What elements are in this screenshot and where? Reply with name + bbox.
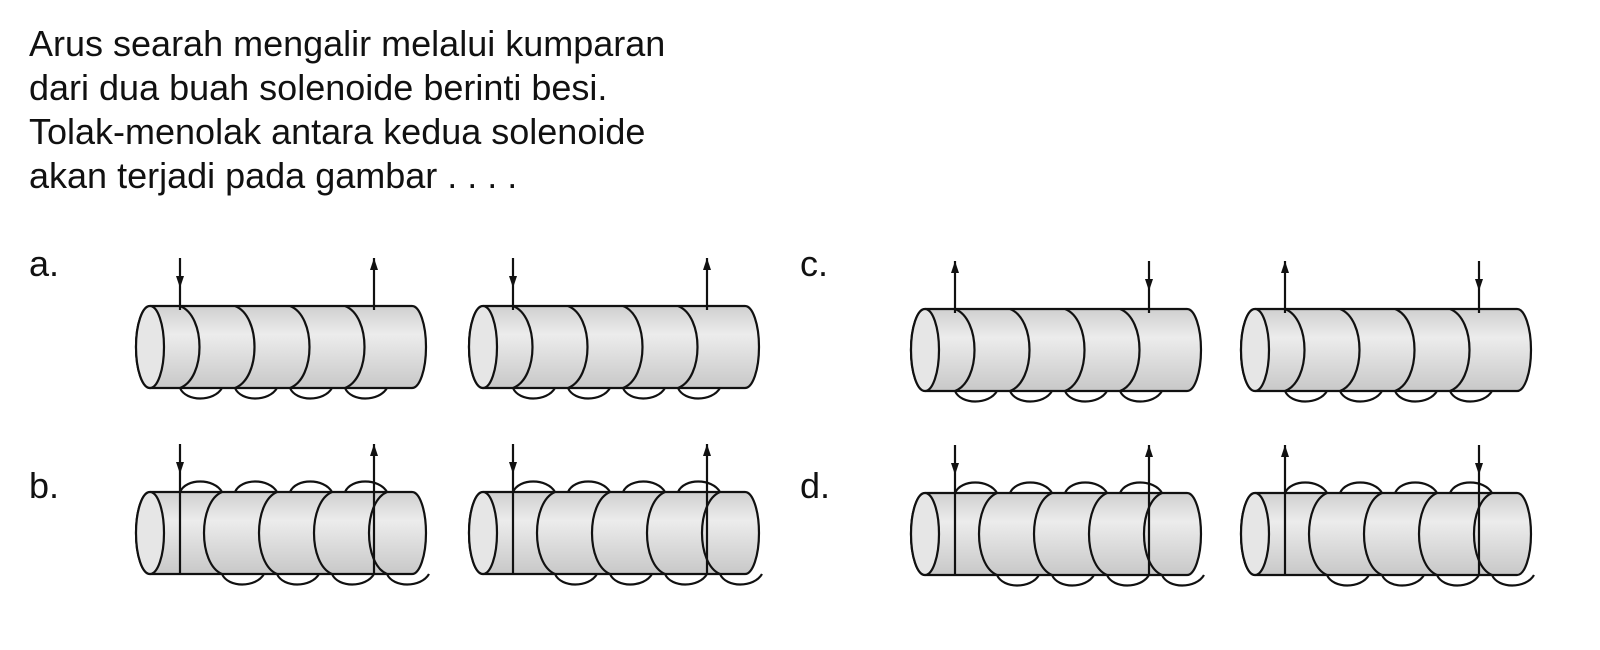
coil-loop — [1340, 391, 1382, 402]
arrow-up-icon — [1281, 445, 1289, 457]
solenoid-c-1 — [911, 261, 1201, 402]
option-b-label[interactable]: b. — [29, 465, 60, 506]
question-line: akan terjadi pada gambar . . . . — [29, 155, 518, 196]
coil-loop — [1162, 575, 1204, 586]
arrow-up-icon — [703, 444, 711, 456]
arrow-down-icon — [1475, 463, 1483, 475]
coil-loop — [678, 388, 720, 399]
coil-loop — [180, 388, 222, 399]
arrow-down-icon — [1475, 279, 1483, 291]
coil-loop — [513, 388, 555, 399]
arrow-down-icon — [176, 462, 184, 474]
core-end-face — [469, 306, 497, 388]
core-end-face — [136, 492, 164, 574]
arrow-up-icon — [951, 261, 959, 273]
iron-core — [911, 309, 1201, 391]
arrow-up-icon — [1281, 261, 1289, 273]
coil-loop — [290, 482, 332, 493]
coil-loop — [387, 574, 429, 585]
coil-loop — [610, 574, 652, 585]
arrow-up-icon — [370, 258, 378, 270]
coil-loop — [955, 391, 997, 402]
arrow-down-icon — [509, 276, 517, 288]
coil-loop — [1120, 483, 1162, 494]
coil-loop — [555, 574, 597, 585]
question-line: dari dua buah solenoide berinti besi. — [29, 67, 608, 108]
coil-loop — [1437, 575, 1479, 586]
coil-loop — [1107, 575, 1149, 586]
coil-loop — [513, 482, 555, 493]
solenoid-b-2 — [469, 444, 762, 585]
iron-core — [1241, 309, 1531, 391]
core-end-face — [469, 492, 497, 574]
solenoid-a-2 — [469, 258, 759, 399]
coil-loop — [277, 574, 319, 585]
arrow-down-icon — [1145, 279, 1153, 291]
core-end-face — [911, 309, 939, 391]
iron-core — [469, 306, 759, 388]
coil-loop — [665, 574, 707, 585]
core-end-face — [136, 306, 164, 388]
coil-loop — [1065, 391, 1107, 402]
coil-loop — [1120, 391, 1162, 402]
option-c-label[interactable]: c. — [800, 243, 829, 284]
option-d-label[interactable]: d. — [800, 465, 831, 506]
coil-loop — [1010, 483, 1052, 494]
coil-loop — [623, 388, 665, 399]
coil-loop — [678, 482, 720, 493]
coil-loop — [1492, 575, 1534, 586]
coil-loop — [345, 388, 387, 399]
coil-loop — [568, 482, 610, 493]
coil-loop — [1327, 575, 1369, 586]
arrow-up-icon — [1145, 445, 1153, 457]
coil-loop — [997, 575, 1039, 586]
coil-loop — [345, 482, 387, 493]
coil-loop — [1340, 483, 1382, 494]
core-end-face — [911, 493, 939, 575]
solenoid-d-1 — [911, 445, 1204, 586]
coil-loop — [235, 482, 277, 493]
question-line: Tolak-menolak antara kedua solenoide — [29, 111, 646, 152]
coil-loop — [235, 388, 277, 399]
core-end-face — [1241, 493, 1269, 575]
coil-loop — [222, 574, 264, 585]
arrow-down-icon — [951, 463, 959, 475]
arrow-down-icon — [176, 276, 184, 288]
arrow-up-icon — [703, 258, 711, 270]
coil-loop — [1395, 483, 1437, 494]
solenoid-a-1 — [136, 258, 426, 399]
coil-loop — [290, 388, 332, 399]
coil-loop — [1065, 483, 1107, 494]
arrow-up-icon — [370, 444, 378, 456]
coil-loop — [1010, 391, 1052, 402]
coil-loop — [1285, 483, 1327, 494]
iron-core — [136, 306, 426, 388]
core-end-face — [1241, 309, 1269, 391]
coil-loop — [623, 482, 665, 493]
arrow-down-icon — [509, 462, 517, 474]
coil-loop — [1450, 483, 1492, 494]
coil-loop — [180, 482, 222, 493]
coil-loop — [720, 574, 762, 585]
solenoid-b-1 — [136, 444, 429, 585]
coil-loop — [568, 388, 610, 399]
coil-loop — [1382, 575, 1424, 586]
question-line: Arus searah mengalir melalui kumparan — [29, 23, 666, 64]
coil-loop — [955, 483, 997, 494]
solenoid-d-2 — [1241, 445, 1534, 586]
solenoid-c-2 — [1241, 261, 1531, 402]
coil-loop — [1395, 391, 1437, 402]
coil-loop — [1285, 391, 1327, 402]
coil-loop — [1052, 575, 1094, 586]
option-a-label[interactable]: a. — [29, 243, 60, 284]
coil-loop — [1450, 391, 1492, 402]
coil-loop — [332, 574, 374, 585]
